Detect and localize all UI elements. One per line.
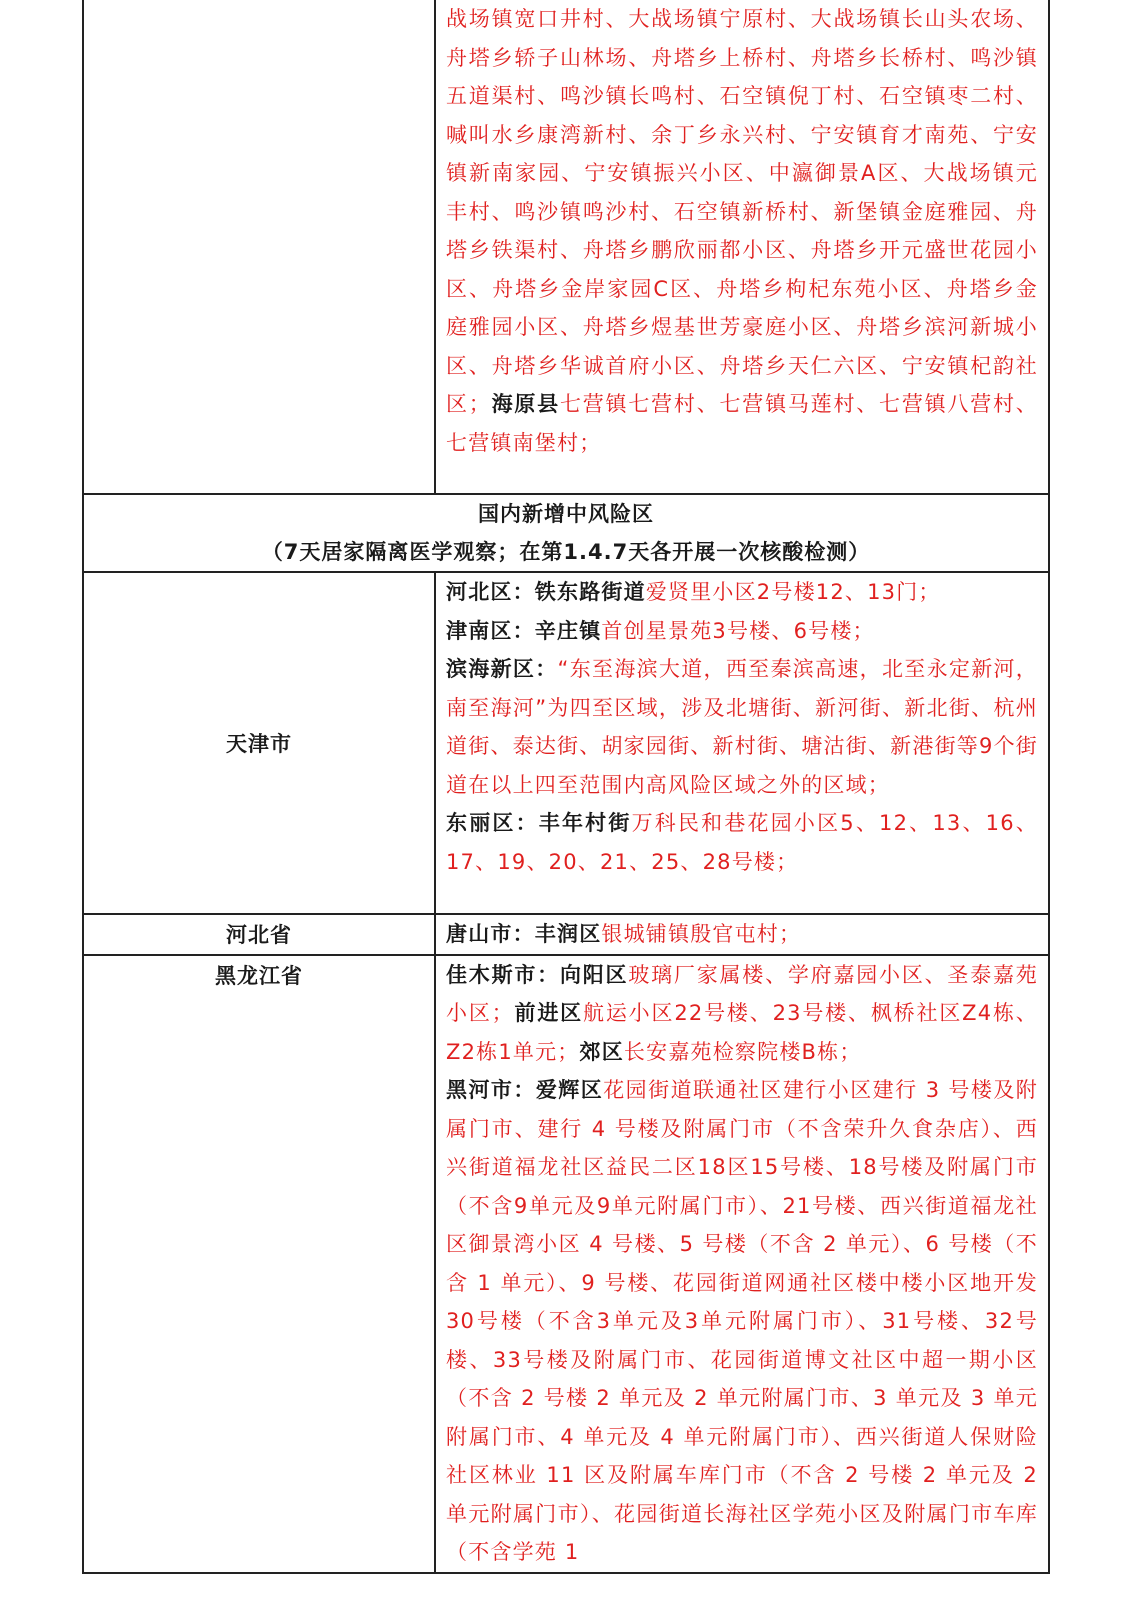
area-list-red: 长安嘉苑检察院楼B栋； xyxy=(623,1039,862,1064)
table-row xyxy=(83,914,1049,955)
area-list-red: 首创星景苑3号楼、6号楼； xyxy=(601,618,875,643)
section-title: 国内新增中风险区 xyxy=(478,502,654,526)
area-list-red: 万科民和巷花园小区5、12、13、16、17、19、20、21、25、28号楼； xyxy=(446,811,1038,874)
district-label: 黑河市：爱辉区 xyxy=(446,1078,604,1102)
area-list-red: 爱贤里小区2号楼12、13门； xyxy=(645,580,941,604)
area-list-red: 银城铺镇殷官屯村； xyxy=(601,922,802,946)
region-name: 黑龙江省 xyxy=(83,955,435,1573)
district-label: 河北区：铁东路街道 xyxy=(446,580,646,604)
section-subtitle: （7天居家隔离医学观察；在第1.4.7天各开展一次核酸检测） xyxy=(261,540,871,564)
area-list-red: 七营镇七营村、七营镇马莲村、七营镇八营村、七营镇南堡村； xyxy=(446,392,1038,455)
district-entry xyxy=(446,573,1038,612)
district-label: 佳木斯市：向阳区 xyxy=(446,962,629,987)
area-paragraph xyxy=(446,0,1038,462)
table-row xyxy=(83,572,1049,914)
district-label: 东丽区：丰年村街 xyxy=(446,811,632,835)
section-header-row xyxy=(83,494,1049,572)
county-label: 海原县 xyxy=(491,392,560,416)
table-row xyxy=(83,0,1049,494)
district-entry xyxy=(446,804,1038,881)
district-entry xyxy=(446,612,1038,651)
district-label: 唐山市：丰润区 xyxy=(446,922,602,946)
area-list-cell xyxy=(435,0,1049,494)
region-cell-empty xyxy=(83,0,435,494)
district-entry xyxy=(446,915,1038,954)
area-list-red: 花园街道联通社区建行小区建行 3 号楼及附属门市、建行 4 号楼及附属门市（不含荣升久食杂店）、西兴街道福龙社区益民二区18区15号楼、18号楼及附属门市（不含9单元及9单元附属门市）、21号楼、西兴街道福龙社区御景湾小区 4 号楼、5 号楼（不含 2 单元）、6 号楼（不含 1 单元）、9 号楼、花园街道网通社区楼中楼小区地开发30号楼（不含3单元及3单元附属门市）、31号楼、32号楼、33号楼及附属门市、花园街道博文社区中超一期小区（不含 2 号楼 2 单元及 2 单元附属门市、3 单元及 3 单元附属门市、4 单元及 4 单元附属门市）、西兴街道人保财险社区林业 11 区及附属车库门市（不含 2 号楼 2 单元及 2 单元附属门市）、花园街道长海社区学苑小区及附属门市车库（不含学苑 1 xyxy=(446,1078,1038,1564)
district-label: 前进区 xyxy=(513,1001,584,1025)
area-list-red: 战场镇宽口井村、大战场镇宁原村、大战场镇长山头农场、舟塔乡轿子山林场、舟塔乡上桥村、舟塔乡长桥村、鸣沙镇五道渠村、鸣沙镇长鸣村、石空镇倪丁村、石空镇枣二村、喊叫水乡康湾新村、余丁乡永兴村、宁安镇育才南苑、宁安镇新南家园、宁安镇振兴小区、中瀛御景A区、大战场镇元丰村、鸣沙镇鸣沙村、石空镇新桥村、新堡镇金庭雅园、舟塔乡铁渠村、舟塔乡鹏欣丽都小区、舟塔乡开元盛世花园小区、舟塔乡金岸家园C区、舟塔乡枸杞东苑小区、舟塔乡金庭雅园小区、舟塔乡煜基世芳豪庭小区、舟塔乡滨河新城小区、舟塔乡华诚首府小区、舟塔乡天仁六区、宁安镇杞韵社区； xyxy=(446,7,1038,416)
area-list-cell xyxy=(435,955,1049,1573)
district-entry xyxy=(446,650,1038,804)
region-name: 河北省 xyxy=(83,914,435,955)
district-label: 滨海新区： xyxy=(446,657,558,681)
district-label: 津南区：辛庄镇 xyxy=(446,618,602,643)
district-label: 郊区 xyxy=(579,1039,624,1064)
district-entry xyxy=(446,956,1038,1072)
region-name: 天津市 xyxy=(83,572,435,914)
area-list-red: “东至海滨大道，西至秦滨高速，北至永定新河，南至海河”为四至区域，涉及北塘街、新河街、新北街、杭州道街、泰达街、胡家园街、新村街、塘沽街、新港街等9个街道在以上四至范围内高风险区域之外的区域； xyxy=(446,657,1039,797)
section-header xyxy=(83,494,1049,572)
district-entry xyxy=(446,1071,1038,1572)
risk-area-table xyxy=(82,0,1050,1574)
area-list-cell xyxy=(435,572,1049,914)
area-list-red: 玻璃厂家属楼、学府嘉园小区、圣泰嘉苑小区； xyxy=(446,962,1038,1025)
area-list-red: 航运小区22号楼、23号楼、枫桥社区Z4栋、Z2栋1单元； xyxy=(446,1001,1038,1064)
area-list-cell xyxy=(435,914,1049,955)
table-row xyxy=(83,955,1049,1573)
